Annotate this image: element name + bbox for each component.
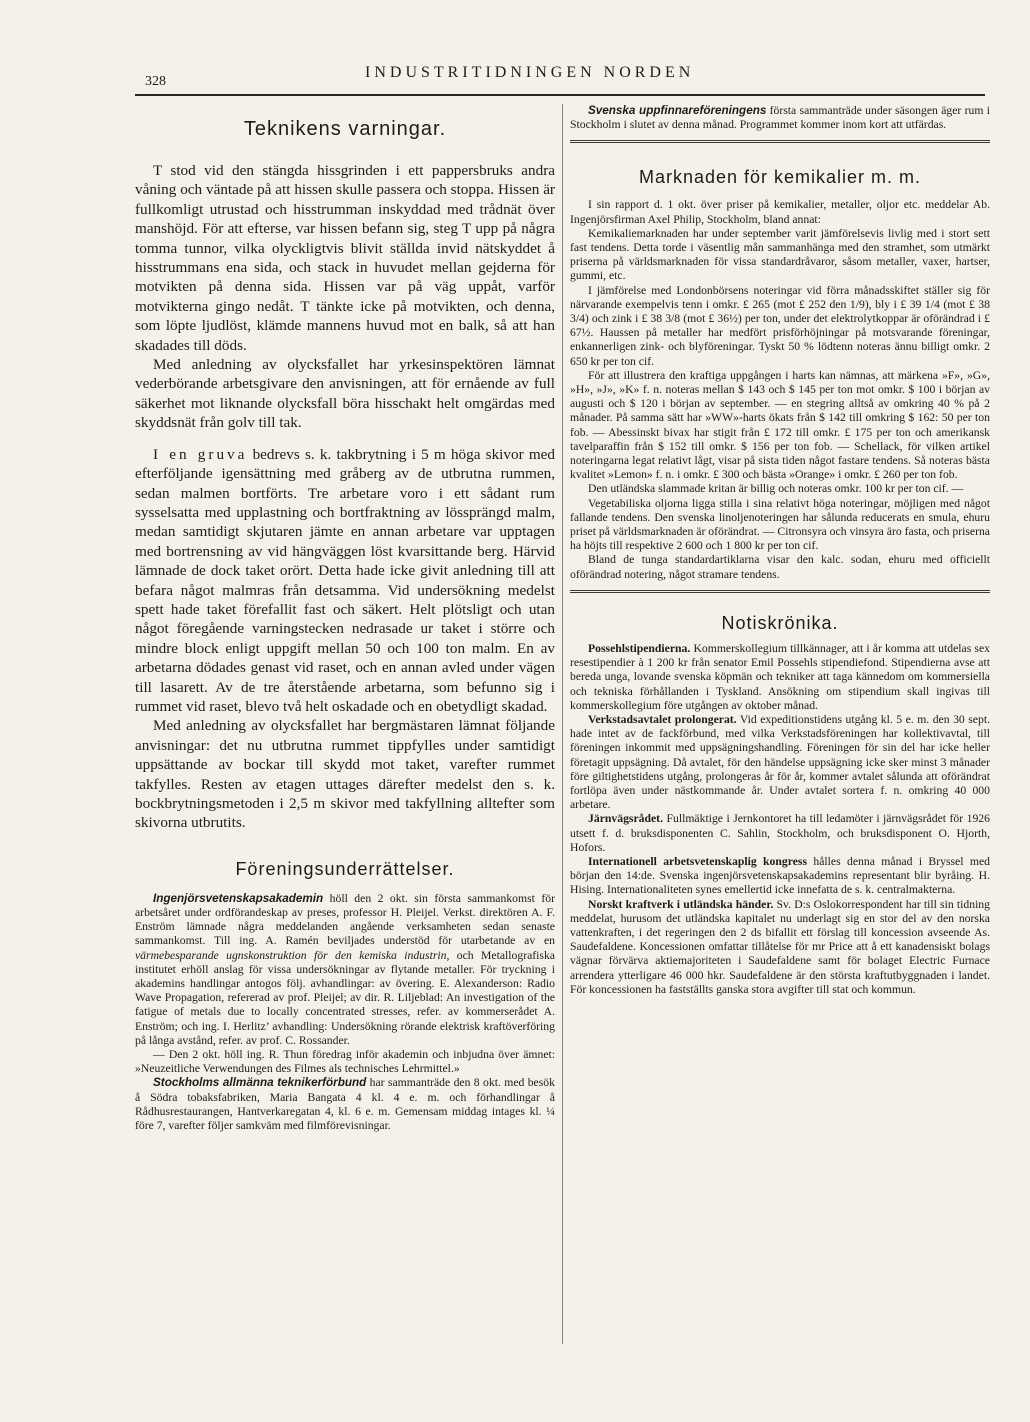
paragraph-head: Stockholms allmänna teknikerförbund [153, 1076, 367, 1090]
paragraph-text: , och Metallografiska institutet erhöll anslag för vissa undersökningar av flytande metaller. För tryckning i akademins handlingar antogos följ. avhandlingar: av övering. E. Alexanderson: Radio Wave Propagation, refererad av prof. Pleijel; av dir. R. Liljeblad: An investigation of the fatigue of metals due to locally concentrated stresses, refer. av kommerserådet A. Enström; och ing. I. Herlitz’ avhandling: Undersökning rörande elektrisk kraftöverföring på långa avstånd, refer. av prof. C. Rossander. [135, 948, 555, 1047]
notis-head: Järnvägsrådet. [588, 812, 663, 826]
notis-text: Fullmäktige i Jernkontoret ha till ledamöter i järnvägsrådet för 1926 utsett f. d. bruksdisponenten C. Sahlin, Stockholm, och bruksdisponent O. Hjorth, Hofors. [570, 812, 990, 854]
article-title: Föreningsunderrättelser. [235, 858, 455, 879]
notis-text: hålles denna månad i Bryssel med början den 14:de. Svenska ingenjörsvetenskapsakademins representant blir byråing. H. Hising. Internationaliteten synes emellertid icke innefatta de s. k. centralmakterna. [570, 854, 990, 897]
page-header [135, 62, 985, 98]
notis-text: Vid expeditionstidens utgång kl. 5 e. m. den 30 sept. hade intet av de fackförbund, med vilka Verkstadsföreningen har kollektivavtal, till föreningen inkommit med uppsägningshandling. Föreningen för sin del har icke heller företagit uppsägning. Då avtalet, för den händelse uppsägning icke sker minst 3 månader före giltighetstidens utgång, prolongeras år för år, kommer avtalet sålunda att oförändrat fortlöpa även under nästkommande år. Under avtalet sortera f. n. omkring 40 000 arbetare. [570, 712, 990, 812]
article-title: Teknikens varningar. [243, 118, 447, 140]
left-column [135, 104, 555, 1133]
article-paragraph [135, 445, 555, 717]
section-divider [570, 590, 990, 593]
article-title: Notiskrönika. [721, 612, 839, 633]
article-paragraph: T stod vid den stängda hissgrinden i ett pappersbruks andra våning och väntade på att hissen skulle passera och stoppa. Hissen är fullkomligt utrustad och hisstrumman inskyddad med trådnät över manshöjd. För att efterse, var hissen befann sig, steg T upp på några tomma tunnor, vilka olyckligtvis blivit ställda invid nätskyddet å hisstrummans ena sida, och stack in huvudet mellan gejderna för motvikten på denna sida. Hissen var på väg uppåt, varför motvikterna gingo nedåt. T tänkte icke på motvikten, och denna, som löpte ljudlöst, klämde mannens huvud mot en balk, så att han skadades till döds. [135, 162, 555, 354]
right-column [570, 104, 990, 997]
marknaden-kemikalier-article [570, 157, 990, 581]
article-paragraph: I jämförelse med Londonbörsens noteringar vid förra månadsskiftet ställer sig för närvarande exempelvis tenn i omkr. £ 265 (mot £ 252 den 1/9), bly i £ 39 1/4 (mot £ 38 3/4) och zink i £ 38 3/8 (mot £ 36½) per ton, under det elektrolytkoppar är oförändrad i £ 67½. Haussen på metaller har medfört prisförhöjningar på motsvarande föreningar, enkannerligen zink- och blyföreningar. Tyskt 50 % lödtenn noteras ännu billigt omkr. 2 650 kr per ton cif. [570, 283, 990, 368]
article-paragraph: Kemikaliemarknaden har under september varit jämförelsevis livlig med i stort sett fast tendens. Detta torde i väsentlig mån sammanhänga med den stramhet, som utmärkt priserna på världsmarknaden för vissa standardråvaror, såsom metaller, vaxer, hartser, gummi, etc. [570, 226, 990, 283]
paragraph-lead: I en gruva [153, 445, 248, 463]
article-paragraph: — Den 2 okt. höll ing. R. Thun föredrag inför akademin och inbjudna över ämnet: »Neuzeitliche Verwendungen des Filmes als technisches Lehrmittel.» [135, 1048, 555, 1076]
notis-item [570, 898, 990, 997]
article-paragraph [570, 104, 990, 132]
article-paragraph: Med anledning av olycksfallet har yrkesinspektören lämnat vederbörande arbetsgivare den anvisningen, att för ernående av full säkerhet mot liknande olycksfall böra hisschakt helt omgärdas med skyddsnät från golv till tak. [135, 356, 555, 432]
notis-text: Kommerskollegium tillkännager, att i år komma att utdelas sex resestipendier à 1 200 kr från senator Emil Possehls stipendiefond. Stipendierna avse att bereda unga, lovande svenska köpmän och tekniker att taga kännedom om kommersiella och tekniska förhållanden i Tyskland. Ansökning om stipendium skall ingivas till kommerskollegium före utgången av oktober månad. [570, 641, 990, 712]
notis-head: Possehlstipendierna. [588, 641, 691, 655]
article-paragraph: I sin rapport d. 1 okt. över priser på kemikalier, metaller, oljor etc. meddelar Ab. Ingenjörsfirman Axel Philip, Stockholm, bland annat: [570, 198, 990, 226]
paragraph-italic: värmebesparande ugnskonstruktion för den kemiska industrin [135, 948, 447, 962]
article-paragraph [135, 1076, 555, 1133]
teknikens-varningar-article [135, 104, 555, 833]
notis-head: Norskt kraftverk i utländska händer. [588, 897, 774, 911]
section-divider [570, 140, 990, 143]
paragraph-text: bedrevs s. k. takbrytning i 5 m höga skivor med efterföljande igensättning med gråberg av de utbrutna rummen, sedan malmen bortförts. Tre arbetare voro i ett sådant rum sysselsatta med upplastning och bortfraktning av lössprängd malm, medan samtidigt skjutaren jämte en annan arbetare var upptagen med bortrensning av vid hängväggen löst kvarsittande berg. Härvid lämnade de dock taket orört. Detta hade icke givit anledning till att befara något malmras från detsamma. Vid undersökning medelst spett hade taket förefallit fast och säkert. Helt plötsligt och utan något föregående varningstecken nedrasade ur taket i större och mindre block enligt uppgift mellan 50 och 100 ton malm. En av arbetarna dödades genast vid raset, och en annan avled under vägen till lasarett. Av de tre återstående arbetarna, som befunno sig i rummet vid raset, blevo två helt oskadade och en obetydligt skadad. [135, 445, 555, 715]
article-paragraph [135, 892, 555, 1048]
article-paragraph: Med anledning av olycksfallet har bergmästaren lämnat följande anvisningar: det nu utbrutna rummet tippfylles under samtidigt uppsättande av bockar till skydd mot taket, varefter rummet takfylles. Resten av etagen uttages därefter medelst den s. k. bockbrytningsmetoden i 2,5 m skivor med takfyllning alltefter som skivorna utbrutits. [135, 717, 555, 832]
article-title: Marknaden för kemikalier m. m. [638, 167, 922, 188]
running-title: INDUSTRITIDNINGEN NORDEN [365, 64, 695, 81]
notis-item [570, 855, 990, 898]
column-separator [562, 104, 563, 1344]
article-paragraph: För att illustrera den kraftiga uppgången i harts kan nämnas, att märkena »F», »G», »H», »J», »K» f. n. noteras mellan $ 143 och $ 145 per ton mot omkr. $ 100 i början av augusti och $ 120 i början av september. — en stegring alltså av omkring 40 % på 2 månader. På samma sätt har »WW»-harts ökats från $ 142 till omkring $ 162: 50 per ton fob. — Abessinskt bivax har stigit från £ 172 till omkr. £ 175 per ton och amerikansk tavelparaffin från $ 152 till omkr. $ 156 per ton fob. — Schellack, för vilken artikel noteringarna legat relativt lågt, visar på sista tiden något fastare tendens. Så noteras bästa kvalitet »Lemon» f. n. i omkr. £ 300 och bästa »Orange» i omkr. £ 260 per ton fob. [570, 368, 990, 482]
paragraph-text: första sammanträde under säsongen äger rum i Stockholm i slutet av denna månad. Programmet kommer inom kort att utfärdas. [570, 104, 990, 132]
header-rule [135, 94, 985, 96]
notis-item [570, 812, 990, 855]
paragraph-text: höll den 2 okt. sin första sammankomst för arbetsåret under ordförandeskap av preses, professor H. Pleijel. Verkst. direktören A. F. Enström lämnade några meddelanden angående verksamheten sedan senaste sammankomst. Till ing. A. Ramén beviljades understöd för utarbetande av en [135, 891, 555, 948]
notis-item [570, 713, 990, 812]
notis-item [570, 642, 990, 713]
notis-text: Sv. D:s Oslokorrespondent har till sin tidning meddelat, hurusom det utländska kapitalet nu underlagt sig en stor del av den norska vattenkraften, i det regeringen den 2 ds bifallit ett förslag till koncession avseende As. Saudefaldene. Koncessionen omfattar tillåtelse för mr Price att å ett kanadensiskt bolags vägnar förvärva aktiemajoriteten i Saudefaldene samt för bolaget Electric Furnace arrendera ytterligare 46 000 hkr. Saudefaldene är den största kraftutbyggnaden i landet. För koncessionen ha fastställts ganska stora avgifter till stat och kommun. [570, 897, 990, 996]
paragraph-head: Ingenjörsvetenskapsakademin [153, 891, 324, 905]
notis-head: Verkstadsavtalet prolongerat. [588, 712, 737, 726]
article-paragraph: Bland de tunga standardartiklarna visar den kalc. sodan, ehuru med officiellt oförändrad notering, något stramare tendens. [570, 553, 990, 581]
notis-head: Internationell arbetsvetenskaplig kongress [588, 854, 808, 868]
notiskronika-article [570, 607, 990, 997]
article-paragraph: Den utländska slammade kritan är billig och noteras omkr. 100 kr per ton cif. — [588, 482, 964, 496]
article-paragraph: Vegetabiliska oljorna ligga stilla i sina relativt höga noteringar, möjligen med något fallande tendens. Den svenska linoljenoteringen har sålunda reducerats en smula, ehuru priset på världsmarknaden är oförändrat. — Citronsyra och vinsyra äro fasta, och priserna ha höjts till respektive 2 600 och 1 800 kr per ton cif. [570, 496, 990, 553]
foreningsunderrattelser-article [135, 833, 555, 1133]
paragraph-text: har sammanträde den 8 okt. med besök å Södra tobaksfabriken, Maria Bangata 4 kl. 4 e. m. och förhandlingar å Rådhusrestaurangen, Hantverkaregatan 4, kl. 6 e. m. Gemensam middag intages kl. ¼ före 7, varefter följer samkväm med filmförevisningar. [135, 1076, 555, 1133]
svenska-uppfinnareforeningen-note [570, 104, 990, 132]
page-number: 328 [145, 74, 166, 89]
paragraph-head: Svenska uppfinnareföreningens [588, 104, 767, 117]
